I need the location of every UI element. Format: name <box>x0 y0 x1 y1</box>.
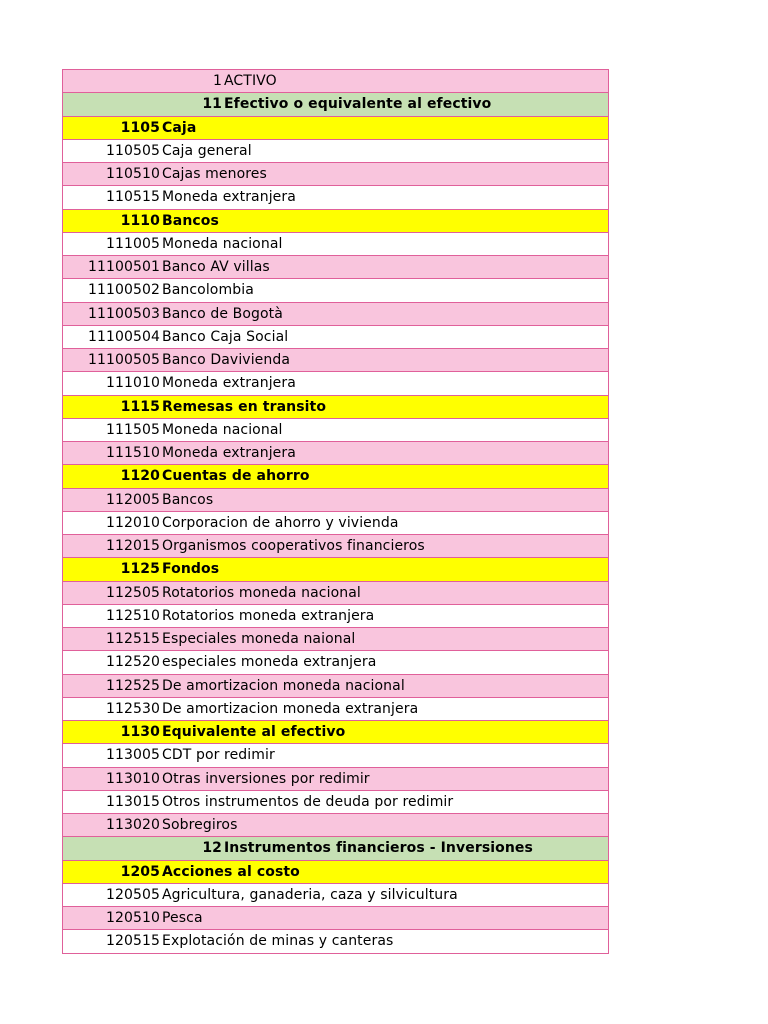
table-row <box>63 930 608 953</box>
table-row <box>63 721 608 744</box>
account-code: 11100503 <box>87 305 160 322</box>
account-code: 11 <box>202 96 222 113</box>
account-code: 112520 <box>105 654 160 671</box>
table-row <box>63 605 608 628</box>
account-name: Rotatorios moneda nacional <box>162 584 361 601</box>
table-row <box>63 837 608 860</box>
account-code: 113015 <box>105 793 160 810</box>
account-code: 112005 <box>105 491 160 508</box>
table-row <box>63 884 608 907</box>
table-row <box>63 768 608 791</box>
account-code: 11100504 <box>87 328 160 345</box>
table-row <box>63 535 608 558</box>
table-row <box>63 582 608 605</box>
account-code: 1205 <box>120 863 160 880</box>
account-code: 112515 <box>105 631 160 648</box>
table-row <box>63 861 608 884</box>
account-code: 111005 <box>105 235 160 252</box>
account-name: Banco Davivienda <box>162 352 291 369</box>
account-name: Fondos <box>162 561 220 578</box>
account-name: Banco de Bogotà <box>162 305 283 322</box>
account-name: ACTIVO <box>224 73 277 90</box>
account-name: Caja <box>162 119 197 136</box>
account-code: 11100501 <box>87 259 160 276</box>
account-code: 110510 <box>105 166 160 183</box>
account-code: 12 <box>202 840 222 857</box>
account-code: 1110 <box>120 212 160 229</box>
account-name: Equivalente al efectivo <box>162 724 346 741</box>
table-row <box>63 814 608 837</box>
account-code: 112010 <box>105 514 160 531</box>
account-name: Instrumentos financieros - Inversiones <box>224 840 533 857</box>
table-row <box>63 256 608 279</box>
table-row <box>63 698 608 721</box>
account-code: 112530 <box>105 700 160 717</box>
account-name: Corporacion de ahorro y vivienda <box>162 514 399 531</box>
table-row <box>63 372 608 395</box>
table-row <box>63 163 608 186</box>
account-name: Cuentas de ahorro <box>162 468 310 485</box>
chart-of-accounts-table <box>62 69 609 954</box>
account-code: 112505 <box>105 584 160 601</box>
account-code: 1130 <box>120 724 160 741</box>
account-code: 1105 <box>120 119 160 136</box>
account-name: Bancolombia <box>162 282 254 299</box>
account-code: 120505 <box>105 886 160 903</box>
account-code: 1125 <box>120 561 160 578</box>
table-row <box>63 70 608 93</box>
account-name: Moneda extranjera <box>162 375 296 392</box>
account-name: Agricultura, ganaderia, caza y silvicultura <box>162 886 458 903</box>
account-name: Efectivo o equivalente al efectivo <box>224 96 492 113</box>
account-code: 113020 <box>105 817 160 834</box>
account-name: Bancos <box>162 491 214 508</box>
account-name: Otras inversiones por redimir <box>162 770 370 787</box>
account-code: 120515 <box>105 933 160 950</box>
table-row <box>63 512 608 535</box>
account-name: Moneda nacional <box>162 421 283 438</box>
table-row <box>63 186 608 209</box>
account-name: Remesas en transito <box>162 398 327 415</box>
account-name: Caja general <box>162 142 252 159</box>
account-name: Bancos <box>162 212 219 229</box>
table-row <box>63 140 608 163</box>
table-row <box>63 907 608 930</box>
table-row <box>63 651 608 674</box>
account-name: Pesca <box>162 910 203 927</box>
account-name: Acciones al costo <box>162 863 300 880</box>
account-code: 111510 <box>105 445 160 462</box>
account-code: 110515 <box>105 189 160 206</box>
account-code: 113010 <box>105 770 160 787</box>
table-row <box>63 349 608 372</box>
table-row <box>63 675 608 698</box>
account-name: De amortizacion moneda nacional <box>162 677 405 694</box>
table-row <box>63 489 608 512</box>
account-code: 1120 <box>120 468 160 485</box>
account-name: Sobregiros <box>162 817 238 834</box>
account-name: Banco AV villas <box>162 259 270 276</box>
account-name: Rotatorios moneda extranjera <box>162 607 375 624</box>
table-row <box>63 279 608 302</box>
account-name: Cajas menores <box>162 166 267 183</box>
account-name: especiales moneda extranjera <box>162 654 377 671</box>
account-name: CDT por redimir <box>162 747 275 764</box>
table-row <box>63 233 608 256</box>
account-code: 112510 <box>105 607 160 624</box>
table-row <box>63 442 608 465</box>
table-row <box>63 465 608 488</box>
account-name: Explotación de minas y canteras <box>162 933 394 950</box>
account-name: Moneda extranjera <box>162 189 296 206</box>
account-code: 112015 <box>105 538 160 555</box>
account-code: 110505 <box>105 142 160 159</box>
table-row <box>63 791 608 814</box>
account-code: 1115 <box>120 398 160 415</box>
account-name: De amortizacion moneda extranjera <box>162 700 419 717</box>
account-name: Moneda extranjera <box>162 445 296 462</box>
account-code: 111505 <box>105 421 160 438</box>
account-code: 112525 <box>105 677 160 694</box>
account-name: Banco Caja Social <box>162 328 289 345</box>
table-row <box>63 744 608 767</box>
account-name: Organismos cooperativos financieros <box>162 538 425 555</box>
account-code: 1 <box>212 73 222 90</box>
account-code: 111010 <box>105 375 160 392</box>
table-row <box>63 628 608 651</box>
account-code: 11100502 <box>87 282 160 299</box>
account-name: Otros instrumentos de deuda por redimir <box>162 793 454 810</box>
table-row <box>63 558 608 581</box>
account-code: 120510 <box>105 910 160 927</box>
table-row <box>63 210 608 233</box>
account-code: 113005 <box>105 747 160 764</box>
account-name: Moneda nacional <box>162 235 283 252</box>
table-row <box>63 396 608 419</box>
table-row <box>63 93 608 116</box>
account-code: 11100505 <box>87 352 160 369</box>
table-row <box>63 117 608 140</box>
table-row <box>63 326 608 349</box>
table-row <box>63 303 608 326</box>
table-row <box>63 419 608 442</box>
account-name: Especiales moneda naional <box>162 631 356 648</box>
